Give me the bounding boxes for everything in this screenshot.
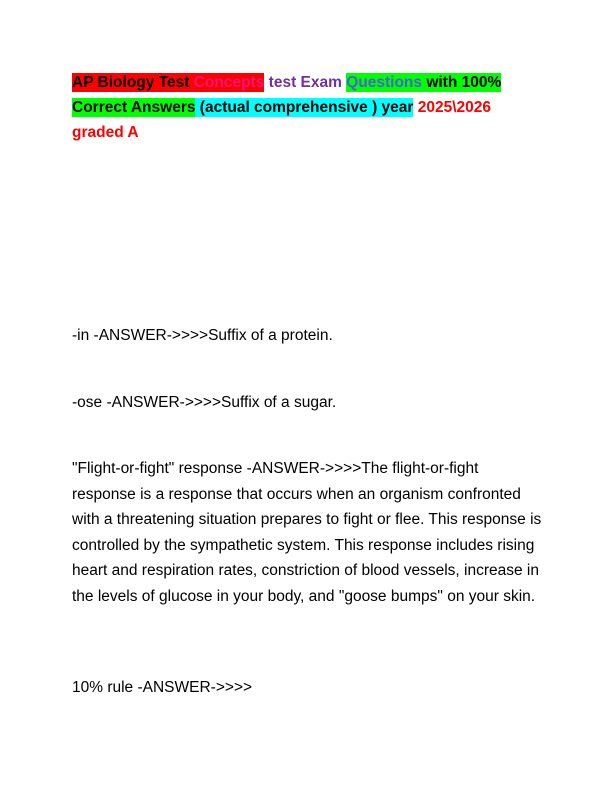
title-segment: (actual comprehensive ) year xyxy=(195,99,414,116)
title-segment: graded A xyxy=(72,124,139,141)
title-segment: Questions xyxy=(346,74,423,91)
title-segment: test Exam xyxy=(264,74,347,91)
qa-item: -in -ANSWER->>>>Suffix of a protein. xyxy=(72,327,333,344)
qa-item: 10% rule -ANSWER->>>> xyxy=(72,679,253,696)
title-segment: Concepts xyxy=(193,74,265,91)
qa-item: "Flight-or-fight" response -ANSWER->>>>The flight-or-fight response is a response that occurs when an organism confronted with a threatening situation prepares to fight or flee. This response is controlled by the sympathetic system. This response includes rising heart and respiration rates, constriction of blood vessels, increase in the levels of glucose in your body, and "goose bumps" on your skin. xyxy=(72,460,542,605)
qa-item: -ose -ANSWER->>>>Suffix of a sugar. xyxy=(72,394,337,411)
document-title xyxy=(72,70,532,145)
title-segment: with 100% xyxy=(422,74,502,91)
title-segment: AP Biology Test xyxy=(72,74,194,91)
title-segment: 2025\2026 xyxy=(413,99,492,116)
title-segment: Correct Answers xyxy=(72,99,196,116)
